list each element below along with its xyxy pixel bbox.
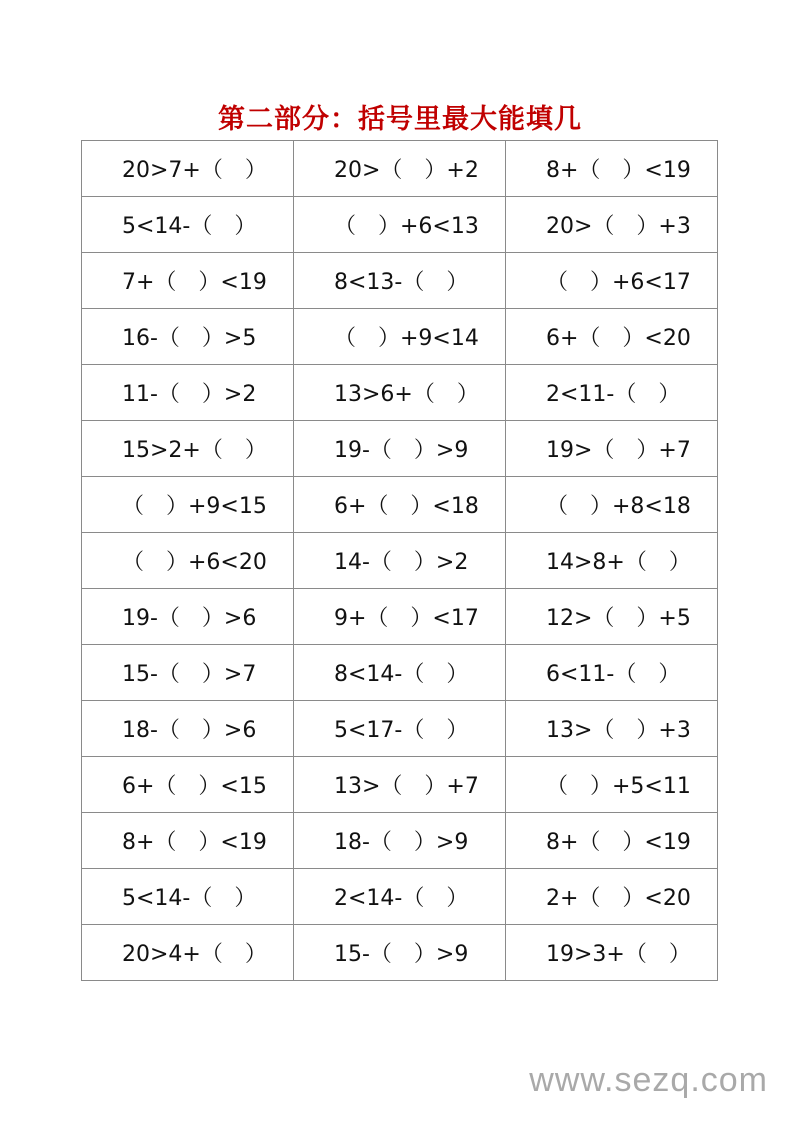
exercise-cell: 9+（ ）<17	[294, 589, 506, 645]
exercise-cell: 2<11-（ ）	[506, 365, 718, 421]
exercise-table	[81, 140, 718, 981]
exercise-cell: 6+（ ）<20	[506, 309, 718, 365]
exercise-cell: 19-（ ）>9	[294, 421, 506, 477]
exercise-cell: 6+（ ）<15	[82, 757, 294, 813]
exercise-cell: 8+（ ）<19	[82, 813, 294, 869]
exercise-cell: 13>（ ）+3	[506, 701, 718, 757]
table-row	[82, 141, 718, 197]
exercise-cell: 8+（ ）<19	[506, 141, 718, 197]
exercise-cell: 6<11-（ ）	[506, 645, 718, 701]
exercise-cell: 8+（ ）<19	[506, 813, 718, 869]
exercise-cell: 20>4+（ ）	[82, 925, 294, 981]
table-row	[82, 757, 718, 813]
exercise-cell: 5<14-（ ）	[82, 197, 294, 253]
table-row	[82, 925, 718, 981]
table-row	[82, 645, 718, 701]
table-row	[82, 197, 718, 253]
exercise-cell: 20>7+（ ）	[82, 141, 294, 197]
exercise-cell: 5<14-（ ）	[82, 869, 294, 925]
exercise-cell: 18-（ ）>6	[82, 701, 294, 757]
table-row	[82, 869, 718, 925]
exercise-cell: （ ）+9<15	[82, 477, 294, 533]
exercise-cell: 19>（ ）+7	[506, 421, 718, 477]
exercise-cell: 5<17-（ ）	[294, 701, 506, 757]
table-row	[82, 589, 718, 645]
exercise-cell: 8<13-（ ）	[294, 253, 506, 309]
exercise-cell: 14>8+（ ）	[506, 533, 718, 589]
exercise-cell: 2+（ ）<20	[506, 869, 718, 925]
table-row	[82, 477, 718, 533]
exercise-cell: 2<14-（ ）	[294, 869, 506, 925]
exercise-cell: 14-（ ）>2	[294, 533, 506, 589]
exercise-cell: （ ）+6<20	[82, 533, 294, 589]
table-row	[82, 533, 718, 589]
exercise-cell: 15-（ ）>7	[82, 645, 294, 701]
exercise-cell: 7+（ ）<19	[82, 253, 294, 309]
site-watermark: www.sezq.com	[529, 1061, 768, 1099]
exercise-cell: 19-（ ）>6	[82, 589, 294, 645]
exercise-cell: 11-（ ）>2	[82, 365, 294, 421]
exercise-table-body	[82, 141, 718, 981]
exercise-cell: （ ）+8<18	[506, 477, 718, 533]
exercise-cell: 12>（ ）+5	[506, 589, 718, 645]
exercise-cell: 20>（ ）+2	[294, 141, 506, 197]
table-row	[82, 813, 718, 869]
exercise-cell: 19>3+（ ）	[506, 925, 718, 981]
table-row	[82, 309, 718, 365]
exercise-cell: 8<14-（ ）	[294, 645, 506, 701]
exercise-cell: （ ）+9<14	[294, 309, 506, 365]
exercise-cell: 20>（ ）+3	[506, 197, 718, 253]
exercise-cell: 15>2+（ ）	[82, 421, 294, 477]
section-title: 第二部分：括号里最大能填几	[218, 104, 582, 135]
exercise-cell: 16-（ ）>5	[82, 309, 294, 365]
exercise-cell: 6+（ ）<18	[294, 477, 506, 533]
exercise-cell: （ ）+6<13	[294, 197, 506, 253]
table-row	[82, 421, 718, 477]
exercise-cell: 13>6+（ ）	[294, 365, 506, 421]
exercise-cell: 13>（ ）+7	[294, 757, 506, 813]
exercise-cell: （ ）+6<17	[506, 253, 718, 309]
table-row	[82, 701, 718, 757]
exercise-cell: 15-（ ）>9	[294, 925, 506, 981]
exercise-cell: （ ）+5<11	[506, 757, 718, 813]
exercise-cell: 18-（ ）>9	[294, 813, 506, 869]
table-row	[82, 253, 718, 309]
table-row	[82, 365, 718, 421]
